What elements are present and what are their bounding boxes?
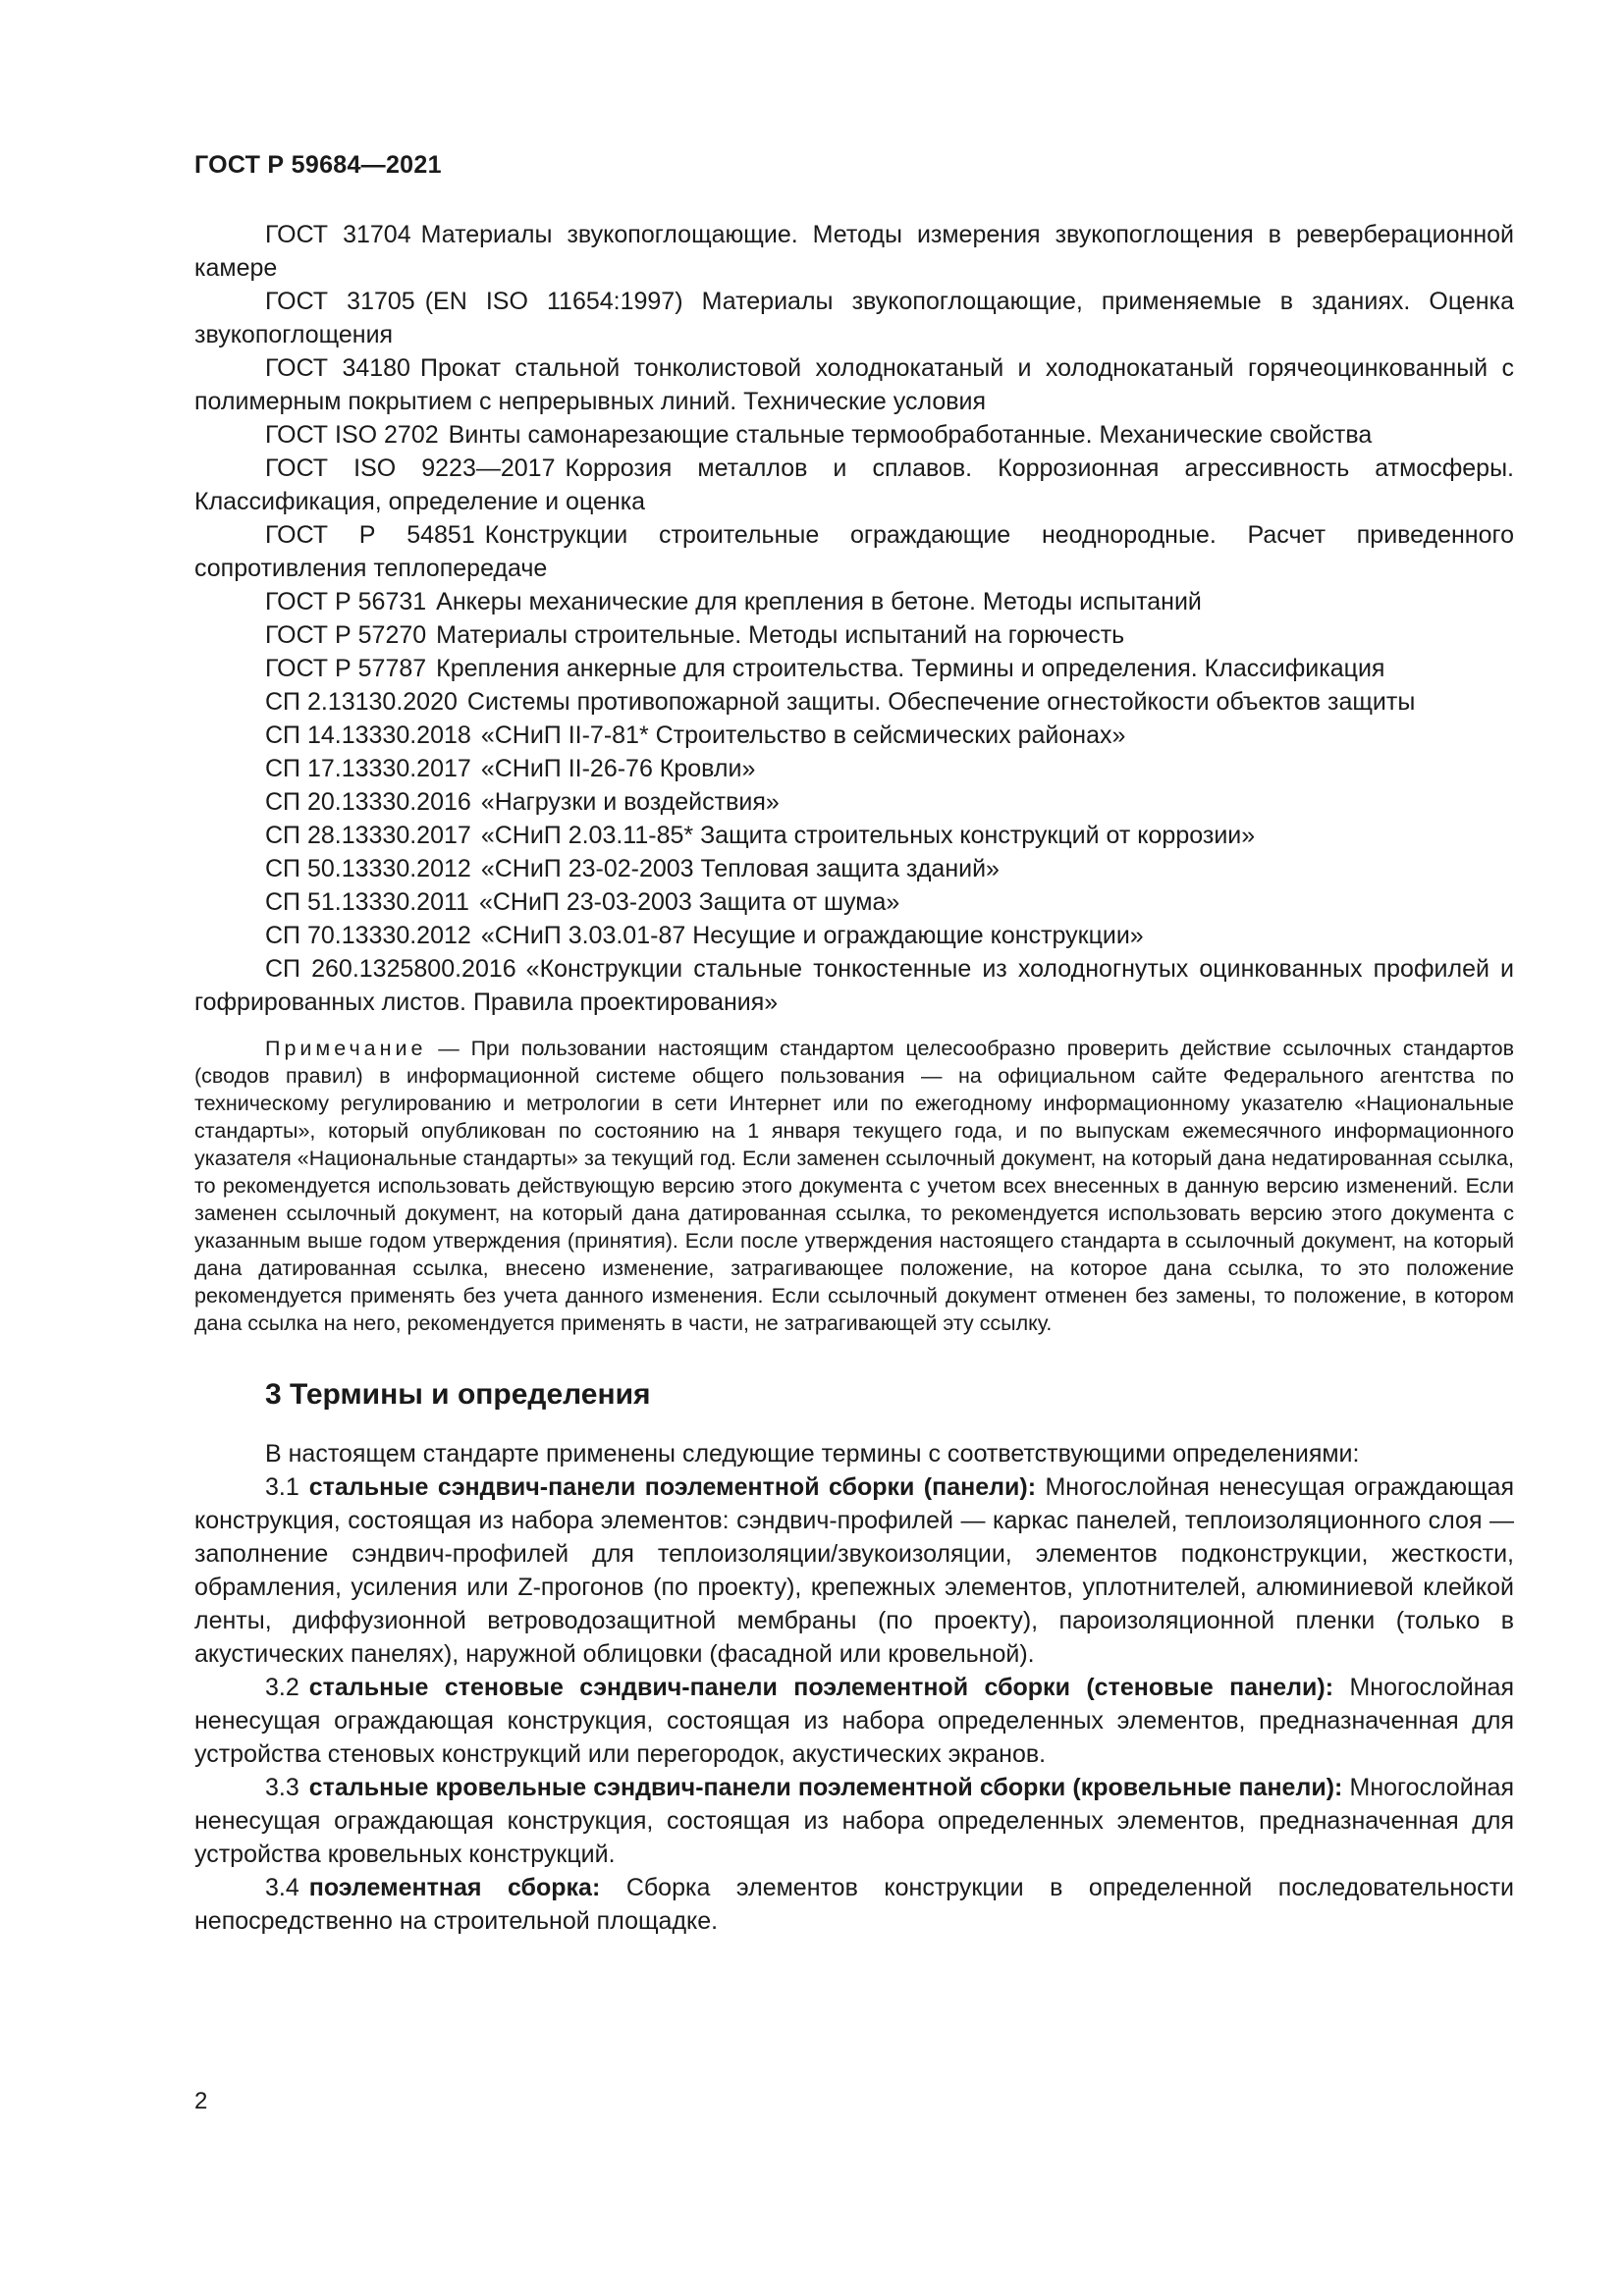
reference-title: Анкеры механические для крепления в бетоне. Методы испытаний [436,588,1202,615]
reference-code: СП 50.13330.2012 [265,855,471,882]
reference-item [194,819,1514,852]
reference-code: ГОСТ 31704 [265,221,411,248]
reference-code: СП 2.13130.2020 [265,688,458,716]
term-definition [194,1671,1514,1771]
reference-code: ГОСТ ISO 2702 [265,421,439,449]
term-number: 3.2 [265,1674,299,1701]
reference-title: Конструкции строительные ограждающие неоднородные. Расчет приведенного сопротивления теплопередаче [194,521,1514,582]
term-definition [194,1470,1514,1671]
reference-code: СП 70.13330.2012 [265,922,471,949]
reference-code: ГОСТ Р 54851 [265,521,475,549]
reference-title: Крепления анкерные для строительства. Термины и определения. Классификация [436,655,1385,682]
reference-item [194,585,1514,618]
term-definition [194,1771,1514,1871]
reference-title: Коррозия металлов и сплавов. Коррозионная агрессивность атмосферы. Классификация, определение и оценка [194,454,1514,515]
reference-title: Материалы строительные. Методы испытаний на горючесть [436,621,1125,649]
note-label: Примечание [265,1037,427,1060]
reference-item [194,351,1514,418]
references-list [194,218,1514,1019]
reference-code: ГОСТ 31705 [265,288,415,315]
reference-item [194,518,1514,585]
reference-code: СП 14.13330.2018 [265,721,471,749]
reference-code: ГОСТ Р 57787 [265,655,427,682]
term-number: 3.3 [265,1774,299,1801]
reference-title: «СНиП II-7-81* Строительство в сейсмических районах» [480,721,1126,749]
reference-item [194,452,1514,518]
section-title: 3 Термины и определения [265,1378,651,1411]
reference-title: (EN ISO 11654:1997) Материалы звукопоглощающие, применяемые в зданиях. Оценка звукопоглощения [194,288,1514,348]
reference-code: ГОСТ ISO 9223—2017 [265,454,556,482]
reference-code: СП 28.13330.2017 [265,822,471,849]
term-text: Многослойная ненесущая ограждающая конструкция, состоящая из набора определенных элементов, предназначенная для устройства кровельных конструкций. [194,1774,1514,1868]
reference-title: Прокат стальной тонколистовой холоднокатаный и холоднокатаный горячеоцинкованный с полимерным покрытием с непрерывных линий. Технические условия [194,354,1514,415]
term-text: Многослойная ненесущая ограждающая конструкция, состоящая из набора элементов: сэндвич-профилей — каркас панелей, теплоизоляционного слоя — заполнение сэндвич-профилей для теплоизоляции/звукоизоляции, элементов подконструкции, жесткости, обрамления, усиления или Z-прогонов (по проекту), крепежных элементов, уплотнителей, алюминиевой клейкой ленты, диффузионной ветроводозащитной мембраны (по проекту), пароизоляционной пленки (только в акустических панелях), наружной облицовки (фасадной или кровельной). [194,1473,1514,1668]
reference-code: ГОСТ Р 56731 [265,588,427,615]
term-name: поэлементная сборка: [308,1874,601,1901]
reference-title: «СНиП 23-03-2003 Защита от шума» [478,888,900,916]
term-number: 3.1 [265,1473,299,1501]
reference-item [194,418,1514,452]
section-intro: В настоящем стандарте применены следующие термины с соответствующими определениями: [265,1440,1360,1468]
reference-item [194,652,1514,685]
term-number: 3.4 [265,1874,299,1901]
term-text: Многослойная ненесущая ограждающая конструкция, состоящая из набора определенных элементов, предназначенная для устройства стеновых конструкций или перегородок, акустических экранов. [194,1674,1514,1768]
term-text: Сборка элементов конструкции в определенной последовательности непосредственно на строительной площадке. [194,1874,1514,1935]
reference-title: «Нагрузки и воздействия» [480,788,780,816]
term-name: стальные сэндвич-панели поэлементной сборки (панели): [308,1473,1037,1501]
reference-item [194,285,1514,351]
reference-item [194,218,1514,285]
reference-code: ГОСТ 34180 [265,354,410,382]
reference-title: «СНиП 23-02-2003 Тепловая защита зданий» [480,855,1000,882]
reference-code: СП 17.13330.2017 [265,755,471,782]
term-name: стальные стеновые сэндвич-панели поэлементной сборки (стеновые панели): [308,1674,1334,1701]
reference-item [194,952,1514,1019]
reference-title: Винты самонарезающие стальные термообработанные. Механические свойства [448,421,1373,449]
reference-item [194,785,1514,819]
note-block [194,1035,1514,1337]
reference-code: СП 51.13330.2011 [265,888,469,916]
reference-code: ГОСТ Р 57270 [265,621,427,649]
reference-title: «СНиП 3.03.01-87 Несущие и ограждающие конструкции» [480,922,1144,949]
term-name: стальные кровельные сэндвич-панели поэлементной сборки (кровельные панели): [308,1774,1343,1801]
reference-item [194,885,1514,919]
reference-code: СП 260.1325800.2016 [265,955,516,983]
reference-item [194,852,1514,885]
reference-item [194,752,1514,785]
reference-item [194,919,1514,952]
reference-item [194,685,1514,719]
document-header: ГОСТ Р 59684—2021 [194,151,442,179]
page-content [194,218,1514,1938]
reference-title: Материалы звукопоглощающие. Методы измерения звукопоглощения в реверберационной камере [194,221,1514,282]
term-definition [194,1871,1514,1938]
reference-title: «СНиП II-26-76 Кровли» [480,755,756,782]
reference-code: СП 20.13330.2016 [265,788,471,816]
reference-title: «Конструкции стальные тонкостенные из холодногнутых оцинкованных профилей и гофрированных листов. Правила проектирования» [194,955,1514,1016]
page-number: 2 [194,2088,208,2114]
reference-item [194,618,1514,652]
reference-title: «СНиП 2.03.11-85* Защита строительных конструкций от коррозии» [480,822,1256,849]
note-text: — При пользовании настоящим стандартом целесообразно проверить действие ссылочных стандартов (сводов правил) в информационной системе общего пользования — на официальном сайте Федерального агентства по техническому регулированию и метрологии в сети Интернет или по ежегодному информационному указателю «Национальные стандарты», который опубликован по состоянию на 1 января текущего года, и по выпускам ежемесячного информационного указателя «Национальные стандарты» за текущий год. Если заменен ссылочный документ, на который дана недатированная ссылка, то рекомендуется использовать действующую версию этого документа с учетом всех внесенных в данную версию изменений. Если заменен ссылочный документ, на который дана датированная ссылка, то рекомендуется использовать версию этого документа с указанным выше годом утверждения (принятия). Если после утверждения настоящего стандарта в ссылочный документ, на который дана датированная ссылка, внесено изменение, затрагивающее положение, на которое дана ссылка, то это положение рекомендуется применять без учета данного изменения. Если ссылочный документ отменен без замены, то положение, в котором дана ссылка на него, рекомендуется применять в части, не затрагивающей эту ссылку. [194,1037,1514,1335]
reference-item [194,719,1514,752]
reference-title: Системы противопожарной защиты. Обеспечение огнестойкости объектов защиты [466,688,1416,716]
